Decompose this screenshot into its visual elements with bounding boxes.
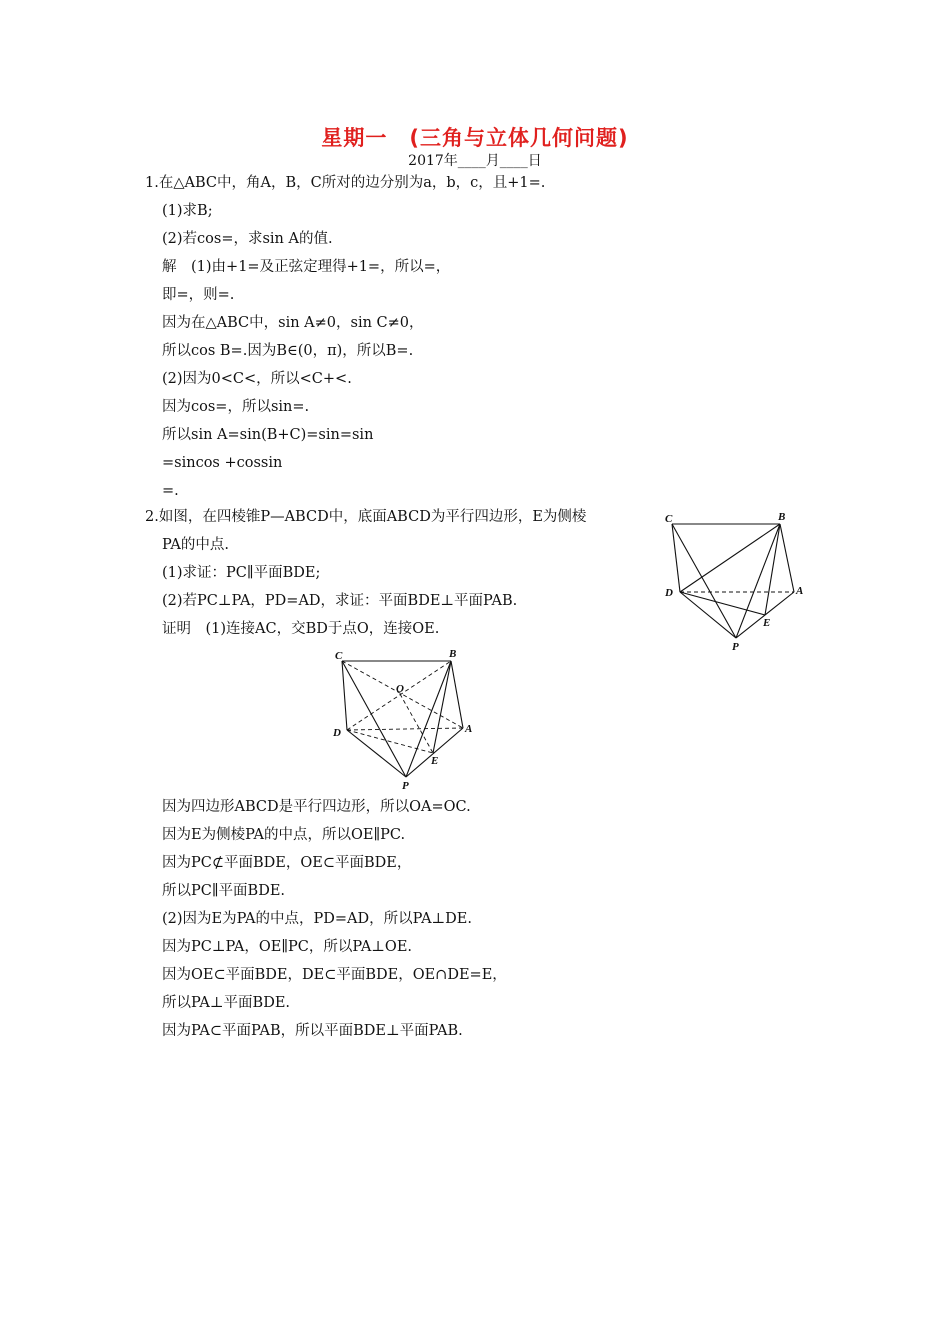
problem1-line: 所以cos B=.因为B∈(0，π)，所以B=. (162, 343, 414, 359)
problem2-line: 证明 (1)连接AC，交BD于点O，连接OE. (162, 621, 440, 637)
problem2-line: 所以PA⊥平面BDE. (162, 995, 291, 1011)
pyramid-figure-1 (660, 508, 810, 656)
problem1-line: 1.在△ABC中，角A，B，C所对的边分别为a，b，c，且+1=. (145, 175, 546, 191)
problem1-line: 解 (1)由+1=及正弦定理得+1=，所以=， (162, 259, 451, 275)
fig2-label-O: O (396, 683, 404, 695)
problem1-line: 即=，则=. (162, 287, 235, 303)
fig1-label-P: P (732, 641, 739, 653)
fig2-label-C: C (335, 650, 343, 662)
problem2-line: 因为PC⊄平面BDE，OE⊂平面BDE， (162, 855, 412, 871)
problem1-line: 因为在△ABC中，sin A≠0，sin C≠0， (162, 315, 424, 331)
fig1-label-C: C (665, 513, 673, 525)
problem1-line: =. (162, 483, 179, 499)
fig1-label-D: D (665, 587, 673, 599)
fig2-label-B: B (449, 648, 457, 660)
problem1-line: 所以sin A=sin(B+C)=sin=sin (162, 427, 374, 443)
problem2-line: 因为四边形ABCD是平行四边形，所以OA=OC. (162, 799, 471, 815)
problem2-line: (1)求证：PC∥平面BDE; (162, 565, 321, 581)
problem2-line: (2)若PC⊥PA，PD=AD，求证：平面BDE⊥平面PAB. (162, 593, 518, 609)
date-line: 2017年____月____日 (408, 153, 542, 169)
problem1-line: (2)若cos=，求sin A的值. (162, 231, 333, 247)
problem2-line: 因为E为侧棱PA的中点，所以OE∥PC. (162, 827, 406, 843)
fig1-label-E: E (763, 617, 771, 629)
problem2-line: 因为PC⊥PA，OE∥PC，所以PA⊥OE. (162, 939, 413, 955)
problem2-line: 因为OE⊂平面BDE，DE⊂平面BDE，OE∩DE=E， (162, 967, 507, 983)
fig1-label-B: B (778, 511, 786, 523)
problem1-line: =sincos +cossin (162, 455, 283, 471)
fig2-label-P: P (402, 780, 409, 792)
fig2-label-E: E (431, 755, 439, 767)
problem1-line: (2)因为0<C<，所以<C+<. (162, 371, 352, 387)
problem2-line: 2.如图，在四棱锥P—ABCD中，底面ABCD为平行四边形，E为侧棱 (145, 509, 587, 525)
problem2-line: 因为PA⊂平面PAB，所以平面BDE⊥平面PAB. (162, 1023, 463, 1039)
problem1-line: 因为cos=，所以sin=. (162, 399, 310, 415)
fig2-label-A: A (465, 723, 473, 735)
page-title: 星期一 (三角与立体几何问题) (321, 126, 629, 150)
fig1-label-A: A (796, 585, 804, 597)
problem2-line: (2)因为E为PA的中点，PD=AD，所以PA⊥DE. (162, 911, 473, 927)
problem2-line: 所以PC∥平面BDE. (162, 883, 286, 899)
problem1-line: (1)求B; (162, 203, 213, 219)
problem2-line: PA的中点. (162, 537, 230, 553)
fig2-label-D: D (333, 727, 341, 739)
pyramid-figure-2 (330, 646, 480, 794)
